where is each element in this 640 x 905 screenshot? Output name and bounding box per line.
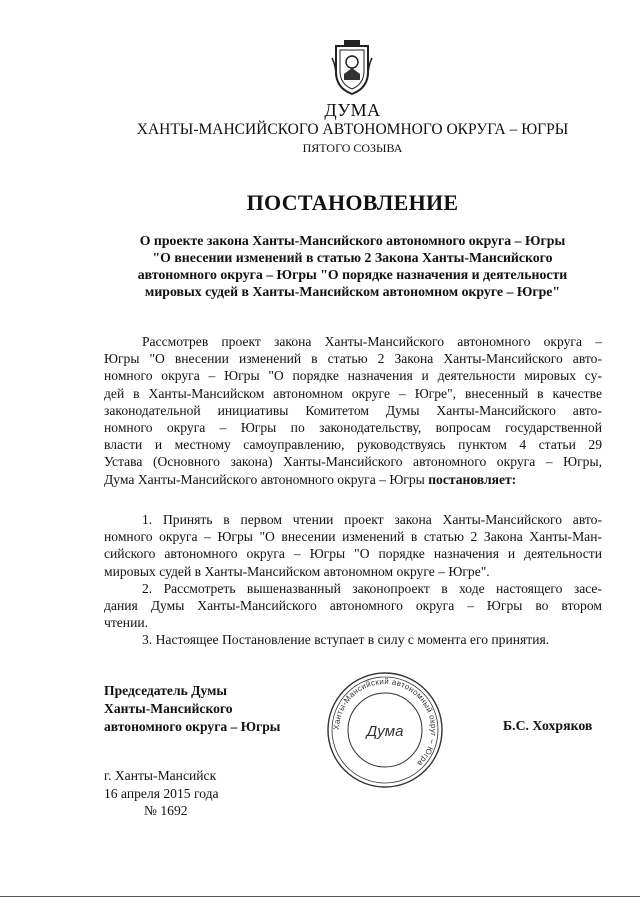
signatory-name: Б.С. Хохряков: [503, 718, 593, 733]
subject-line: О проекте закона Ханты-Мансийского автономного округа – Югры: [139, 233, 566, 248]
preamble-line: номного округа – Югры по законодательству, вопросам государственной: [104, 420, 602, 436]
subject-line: автономного округа – Югры "О порядке назначения и деятельности: [137, 267, 568, 282]
preamble-last-text: Дума Ханты-Мансийского автономного округа – Югры: [104, 471, 429, 487]
resolution-items: [104, 511, 602, 649]
preamble-line: Югры "О внесении изменений в статью 2 Закона Ханты-Мансийского авто-: [104, 351, 602, 367]
item-line: сийского автономного округа – Югры "О порядке назначения и деятельности: [104, 546, 602, 562]
preamble-line: Рассмотрев проект закона Ханты-Мансийского автономного округа –: [142, 334, 602, 349]
item-line: 1. Принять в первом чтении проект закона Ханты-Мансийского авто-: [142, 512, 602, 527]
position-line: Председатель Думы: [104, 683, 228, 698]
resolves-keyword: постановляет:: [428, 471, 517, 487]
okrug-heading: ХАНТЫ-МАНСИЙСКОГО АВТОНОМНОГО ОКРУГА – ЮГРЫ: [136, 121, 569, 138]
preamble-paragraph: [104, 333, 602, 488]
preamble-line: власти и местному самоуправлению, руководствуясь пунктом 4 статьи 29: [104, 437, 602, 453]
position-line: автономного округа – Югры: [104, 719, 281, 734]
duma-heading: ДУМА: [324, 100, 381, 120]
city: г. Ханты-Мансийск: [104, 768, 217, 783]
item-line: 3. Настоящее Постановление вступает в силу с момента его принятия.: [142, 632, 550, 648]
preamble-line: Устава (Основного закона) Ханты-Мансийского автономного округа – Югры,: [104, 454, 602, 470]
document-subject: [100, 232, 605, 300]
preamble-line: номного округа – Югры "О порядке назначения и деятельности мировых су-: [104, 368, 602, 384]
coat-of-arms-icon: [330, 38, 374, 96]
position-line: Ханты-Мансийского: [104, 701, 233, 716]
stamp-ring-text: Ханты-Мансийский автономный округ – Югра: [331, 676, 439, 769]
item-line: 2. Рассмотреть вышеназванный законопроект в ходе настоящего засе-: [142, 580, 602, 596]
item-line: дания Думы Ханты-Мансийского автономного округа – Югры во втором: [104, 598, 602, 614]
place-and-date: [104, 767, 219, 820]
document-number: № 1692: [144, 803, 188, 818]
subject-line: "О внесении изменений в статью 2 Закона Ханты-Мансийского: [152, 250, 553, 265]
item-line: чтении.: [104, 615, 149, 631]
date: 16 апреля 2015 года: [104, 785, 219, 801]
item-line: номного округа – Югры "О внесении изменений в статью 2 Закона Ханты-Ман-: [104, 529, 602, 545]
page-edge-line: [0, 896, 640, 897]
preamble-last-line: [104, 471, 602, 488]
item-line: мировых судей в Ханты-Мансийском автономном округе – Югре".: [104, 563, 490, 579]
document-title: ПОСТАНОВЛЕНИЕ: [246, 190, 459, 215]
subject-line: мировых судей в Ханты-Мансийском автономном округе – Югре": [144, 284, 561, 299]
convocation-heading: ПЯТОГО СОЗЫВА: [302, 141, 403, 155]
signatory-position: [104, 682, 280, 736]
official-stamp: [325, 670, 445, 790]
preamble-line: дей в Ханты-Мансийском автономном округе – Югре", внесенный в качестве: [104, 385, 602, 401]
stamp-center-text: Дума: [366, 723, 404, 740]
preamble-line: законодательной инициативы Комитетом Думы Ханты-Мансийского авто-: [104, 402, 602, 418]
